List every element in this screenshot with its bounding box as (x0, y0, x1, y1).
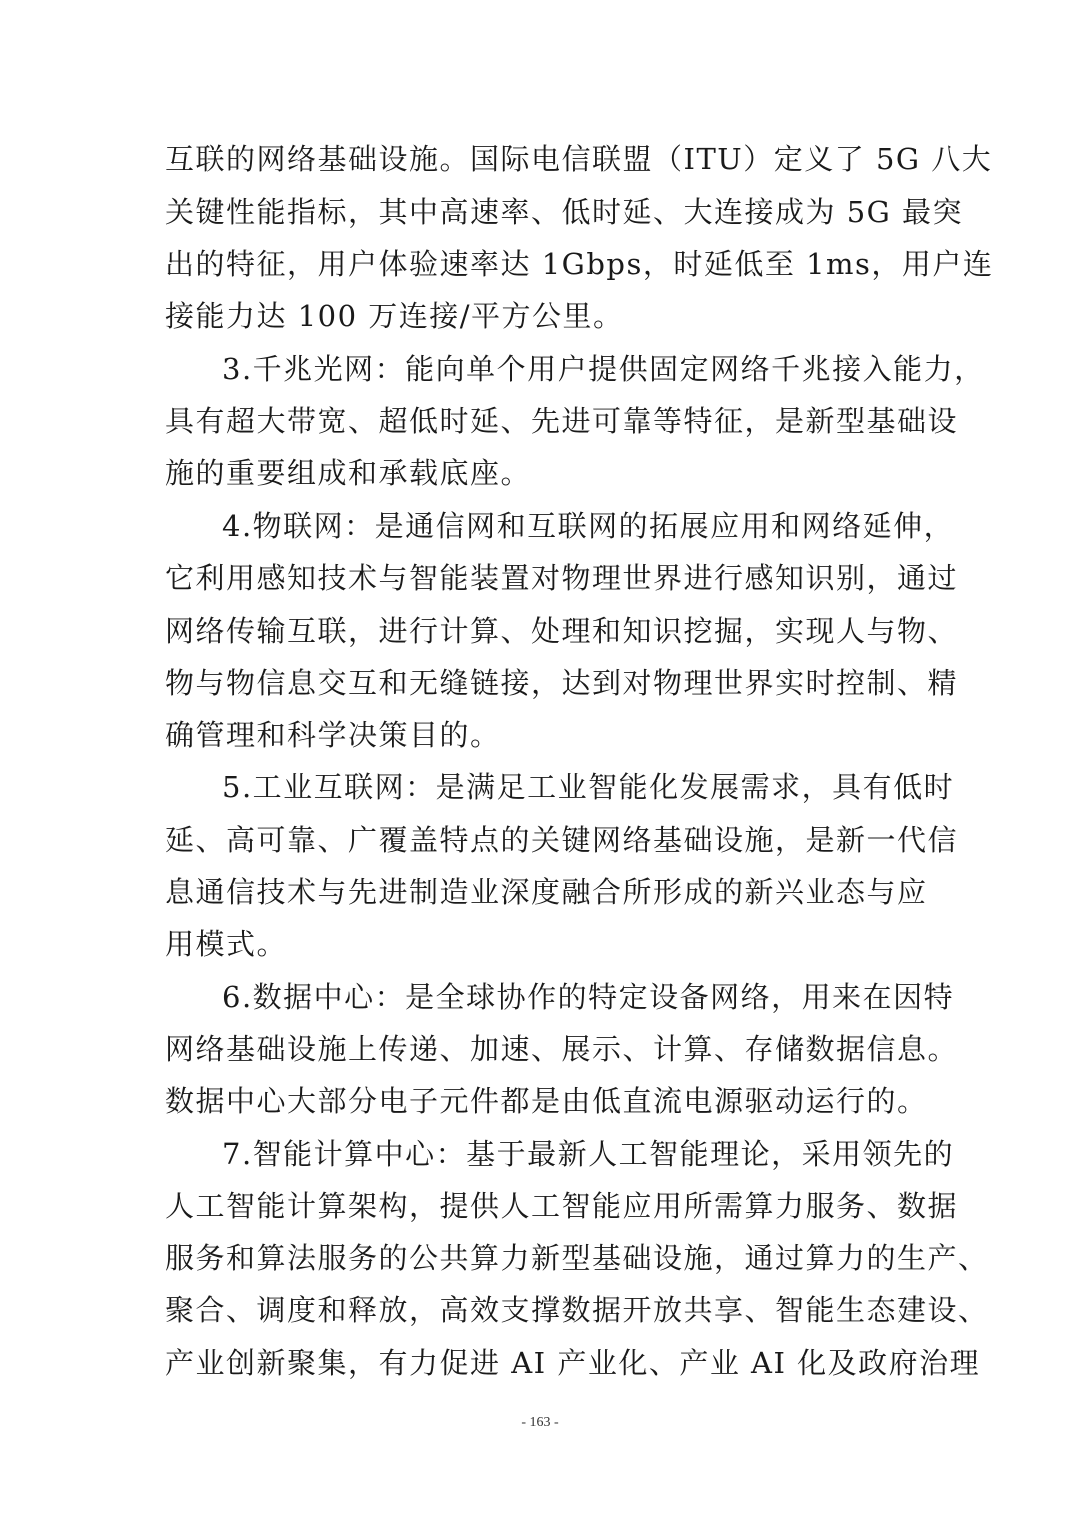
text-line-15: 息通信技术与先进制造业深度融合所形成的新兴业态与应 (165, 875, 928, 909)
text-line-18: 网络基础设施上传递、加速、展示、计算、存储数据信息。 (165, 1032, 959, 1066)
paragraph-6-start: 6.数据中心：是全球协作的特定设备网络，用来在因特 (222, 980, 955, 1014)
paragraph-4-start: 4.物联网：是通信网和互联网的拓展应用和网络延伸， (222, 509, 955, 543)
paragraph-7-start: 7.智能计算中心：基于最新人工智能理论，采用领先的 (222, 1137, 955, 1171)
text-line-23: 聚合、调度和释放，高效支撑数据开放共享、智能生态建设、 (165, 1293, 989, 1327)
text-line-10: 网络传输互联，进行计算、处理和知识挖掘，实现人与物、 (165, 614, 959, 648)
text-line-24: 产业创新聚集，有力促进 AI 产业化、产业 AI 化及政府治理 (165, 1346, 981, 1380)
text-line-22: 服务和算法服务的公共算力新型基础设施，通过算力的生产、 (165, 1241, 989, 1275)
page-number: - 163 - (521, 1415, 559, 1430)
paragraph-3-start: 3.千兆光网：能向单个用户提供固定网络千兆接入能力， (222, 352, 985, 386)
text-line-6: 具有超大带宽、超低时延、先进可靠等特征，是新型基础设 (165, 404, 959, 438)
text-line-14: 延、高可靠、广覆盖特点的关键网络基础设施，是新一代信 (165, 823, 959, 857)
text-line-12: 确管理和科学决策目的。 (165, 718, 501, 752)
text-line-2: 关键性能指标，其中高速率、低时延、大连接成为 5G 最突 (165, 195, 964, 229)
text-line-11: 物与物信息交互和无缝链接，达到对物理世界实时控制、精 (165, 666, 959, 700)
text-line-1: 互联的网络基础设施。国际电信联盟（ITU）定义了 5G 八大 (165, 142, 993, 176)
text-line-7: 施的重要组成和承载底座。 (165, 456, 532, 490)
text-line-3: 出的特征，用户体验速率达 1Gbps，时延低至 1ms，用户连 (165, 247, 994, 281)
text-line-21: 人工智能计算架构，提供人工智能应用所需算力服务、数据 (165, 1189, 959, 1223)
text-line-4: 接能力达 100 万连接/平方公里。 (165, 299, 624, 333)
paragraph-5-start: 5.工业互联网：是满足工业智能化发展需求，具有低时 (222, 770, 955, 804)
text-line-19: 数据中心大部分电子元件都是由低直流电源驱动运行的。 (165, 1084, 928, 1118)
text-line-9: 它利用感知技术与智能装置对物理世界进行感知识别，通过 (165, 561, 959, 595)
text-line-16: 用模式。 (165, 927, 288, 961)
